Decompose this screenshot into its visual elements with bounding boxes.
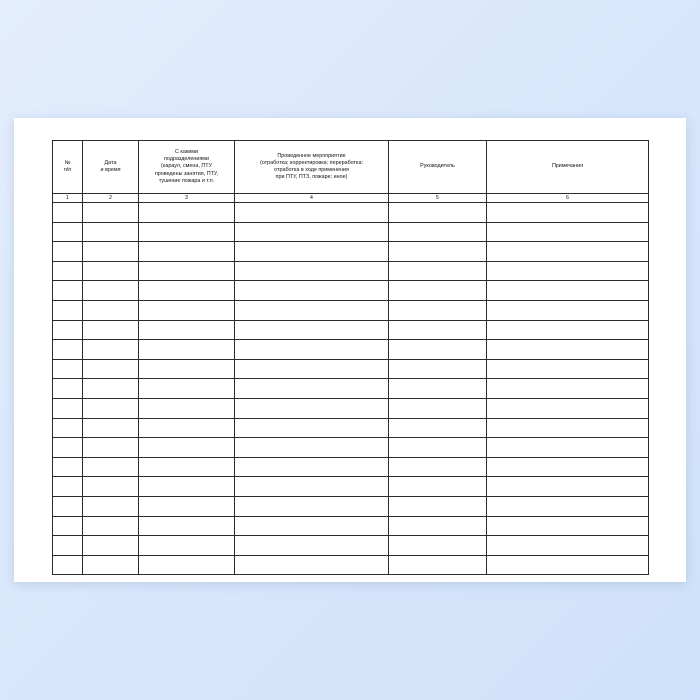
table-cell[interactable] [139,242,235,262]
column-header-event [235,141,389,194]
table-cell[interactable] [53,516,83,536]
table-cell[interactable] [487,398,649,418]
table-cell[interactable] [389,281,487,301]
table-cell[interactable] [139,398,235,418]
table-cell[interactable] [83,555,139,575]
table-row [53,398,649,418]
table-cell[interactable] [235,555,389,575]
table-cell[interactable] [235,261,389,281]
table-row [53,457,649,477]
table-cell[interactable] [389,555,487,575]
table-cell[interactable] [83,457,139,477]
table-cell[interactable] [487,516,649,536]
table-cell[interactable] [139,555,235,575]
table-cell[interactable] [487,496,649,516]
table-cell[interactable] [389,379,487,399]
table-cell[interactable] [83,438,139,458]
table-row [53,281,649,301]
header-line: С какими [175,149,198,156]
table-cell[interactable] [53,398,83,418]
header-line: Руководитель [420,163,455,170]
table-cell[interactable] [487,320,649,340]
header-line: п/п [63,167,72,173]
table-cell[interactable] [139,261,235,281]
table-cell[interactable] [53,203,83,223]
table-cell[interactable] [487,379,649,399]
table-row [53,320,649,340]
table-row [53,438,649,458]
table-cell[interactable] [53,477,83,497]
table-cell[interactable] [487,281,649,301]
table-cell[interactable] [235,281,389,301]
table-cell[interactable] [83,379,139,399]
table-cell[interactable] [487,418,649,438]
column-header-notes [487,141,649,194]
header-line: (отработка; корректировка; переработка: [259,159,363,166]
column-header-number [53,141,83,194]
table-cell[interactable] [235,536,389,556]
table-cell[interactable] [53,340,83,360]
table-cell[interactable] [83,203,139,223]
column-number-cell: 6 [487,194,649,203]
table-cell[interactable] [53,261,83,281]
table-row [53,340,649,360]
table-cell[interactable] [235,418,389,438]
table-row [53,536,649,556]
table-cell[interactable] [53,300,83,320]
column-header-date-time [83,141,139,194]
table-cell[interactable] [235,203,389,223]
header-line: отработка в ходе применения [274,167,349,173]
table-cell[interactable] [487,477,649,497]
table-cell[interactable] [389,300,487,320]
table-cell[interactable] [139,457,235,477]
table-cell[interactable] [235,496,389,516]
table-cell[interactable] [389,222,487,242]
table-cell[interactable] [83,516,139,536]
table-row [53,203,649,223]
table-cell[interactable] [487,300,649,320]
table-cell[interactable] [83,359,139,379]
header-line: проведены занятия, ПТУ, [154,170,219,177]
table-cell[interactable] [389,242,487,262]
table-cell[interactable] [389,457,487,477]
table-cell[interactable] [139,320,235,340]
table-cell[interactable] [53,379,83,399]
table-cell[interactable] [53,418,83,438]
table-cell[interactable] [53,222,83,242]
table-row [53,496,649,516]
column-number-row [53,194,649,203]
header-line: (караул, смена, ПТУ [161,163,212,170]
table-row [53,555,649,575]
table-cell[interactable] [389,536,487,556]
table-row [53,379,649,399]
table-cell[interactable] [53,242,83,262]
table-cell[interactable] [53,438,83,458]
column-number-cell: 2 [83,194,139,203]
table-cell[interactable] [235,398,389,418]
table-cell[interactable] [83,242,139,262]
table-cell[interactable] [139,536,235,556]
table-cell[interactable] [53,496,83,516]
table-cell[interactable] [389,398,487,418]
table-cell[interactable] [235,516,389,536]
table-cell[interactable] [487,457,649,477]
table-cell[interactable] [235,359,389,379]
table-row [53,242,649,262]
paper-sheet [14,118,686,582]
table-cell[interactable] [83,222,139,242]
table-cell[interactable] [389,477,487,497]
table-cell[interactable] [139,418,235,438]
table-cell[interactable] [235,320,389,340]
table-cell[interactable] [235,340,389,360]
table-cell[interactable] [139,281,235,301]
column-header-units [139,141,235,194]
table-cell[interactable] [139,516,235,536]
table-cell[interactable] [53,536,83,556]
column-number-cell: 3 [139,194,235,203]
table-cell[interactable] [389,496,487,516]
table-cell[interactable] [139,438,235,458]
header-line: № [64,159,71,166]
table-cell[interactable] [389,359,487,379]
table-cell[interactable] [83,418,139,438]
table-cell[interactable] [83,340,139,360]
table-cell[interactable] [487,242,649,262]
table-cell[interactable] [487,555,649,575]
table-header [53,141,649,203]
table-row [53,222,649,242]
table-cell[interactable] [139,203,235,223]
table-cell[interactable] [53,555,83,575]
table-cell[interactable] [235,300,389,320]
header-line: и время [100,167,121,173]
table-cell[interactable] [139,359,235,379]
table-cell[interactable] [83,496,139,516]
header-line: Примечания [551,163,584,170]
table-cell[interactable] [139,222,235,242]
table-row [53,418,649,438]
table-cell[interactable] [139,379,235,399]
column-number-cell: 5 [389,194,487,203]
header-line: при ПТУ, ПТЗ, пожаре; иное) [275,174,348,181]
table-cell[interactable] [487,359,649,379]
table-cell[interactable] [83,398,139,418]
table-cell[interactable] [83,281,139,301]
table-cell[interactable] [389,261,487,281]
table-cell[interactable] [389,340,487,360]
table-header-row [53,141,649,194]
table-cell[interactable] [53,359,83,379]
table-cell[interactable] [83,261,139,281]
header-line: подразделениями [164,156,209,163]
header-line: Проведенное мероприятие [277,152,346,159]
table-cell[interactable] [235,477,389,497]
table-cell[interactable] [389,438,487,458]
table-cell[interactable] [139,477,235,497]
table-cell[interactable] [389,203,487,223]
table-cell[interactable] [83,477,139,497]
journal-table-container [52,140,648,575]
table-cell[interactable] [487,203,649,223]
table-cell[interactable] [235,438,389,458]
table-cell[interactable] [235,457,389,477]
table-cell[interactable] [53,320,83,340]
table-cell[interactable] [389,516,487,536]
table-row [53,261,649,281]
table-row [53,300,649,320]
table-cell[interactable] [487,340,649,360]
table-cell[interactable] [83,536,139,556]
table-row [53,359,649,379]
column-number-cell: 1 [53,194,83,203]
journal-table [52,140,649,575]
table-cell[interactable] [487,536,649,556]
table-row [53,516,649,536]
table-cell[interactable] [235,242,389,262]
table-cell[interactable] [83,320,139,340]
table-cell[interactable] [487,222,649,242]
column-header-supervisor [389,141,487,194]
table-cell[interactable] [83,300,139,320]
table-cell[interactable] [53,281,83,301]
table-body [53,203,649,575]
header-line: Дата [104,159,117,166]
column-number-cell: 4 [235,194,389,203]
table-cell[interactable] [389,320,487,340]
table-cell[interactable] [235,379,389,399]
table-row [53,477,649,497]
header-line: тушение пожара и т.п. [158,177,215,184]
table-cell[interactable] [487,261,649,281]
table-cell[interactable] [139,340,235,360]
table-cell[interactable] [139,496,235,516]
table-cell[interactable] [53,457,83,477]
table-cell[interactable] [139,300,235,320]
table-cell[interactable] [487,438,649,458]
table-cell[interactable] [235,222,389,242]
table-cell[interactable] [389,418,487,438]
